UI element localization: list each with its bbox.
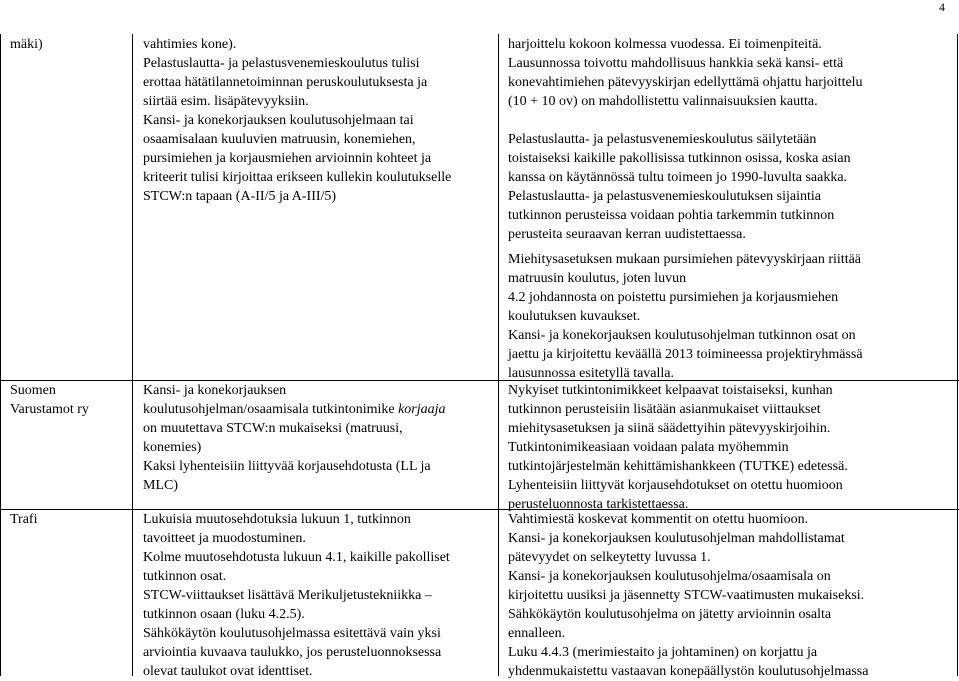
row-3-organization: Trafi [10,512,38,527]
row-3-comments: Lukuisia muutosehdotuksia lukuun 1, tutkinnon tavoitteet ja muodostuminen. Kolme muutosehdotusta lukuun 4.1, kaikille pakolliset tutkinnon osat. STCW-viittaukset lisättävä Merikuljetustekniikka – tutkinnon osaan (luku 4.2.5). Sähkökäytön koulutusohjelmassa esitettävä vain yksi arviointia kuvaava taulukko, jos perusteluonnoksessa olevat taulukot ovat identtiset. [143,512,450,679]
row-1-response-continued: Miehitysasetuksen mukaan pursimiehen pätevyyskirjaan riittää matruusin koulutus, joten luvun 4.2 johdannosta on poistettu pursimiehen ja korjausmiehen koulutuksen kuvaukset. Kansi- ja konekorjauksen koulutusohjelman tutkinnon osat on jaettu ja kirjoitettu keväällä 2013 toimineessa projektiryhmässä lausunnossa esitetyllä tavalla. [508,252,863,381]
row-1-organization: mäki) [10,37,43,52]
row-2-response: Nykyiset tutkintonimikkeet kelpaavat toistaiseksi, kunhan tutkinnon perusteisiin lisätään asianmukaiset viittaukset miehitysasetuksen ja siinä säädettyihin pätevyyskirjoihin. Tutkintonimikeasiaan voidaan palata myöhemmin tutkintojärjestelmän kehittämishankkeen (TUTKE) edetessä. Lyhenteisiin liittyvät korjausehdotukset on otettu huomioon perusteluonnosta tarkistettaessa. [508,383,848,512]
row-1-response: harjoittelu kokoon kolmessa vuodessa. Ei toimenpiteitä. Lausunnossa toivottu mahdollisuus hankkia sekä kansi- että konevahtimiehen pätevyyskirjan edellyttämä ohjattu harjoittelu (10 + 10 ov) on mahdollistettu valinnaisuuksien kautta. Pelastuslautta- ja pelastusvenemieskoulutus säilytetään toistaiseksi kaikille pakollisissa tutkinnon osissa, koska asian kanssa on käytännössä tultu toimeen jo 1990-luvulta saakka. Pelastuslautta- ja pelastusvenemieskoulutuksen sijaintia tutkinnon perusteissa voidaan pohtia tarkemmin tutkinnon perusteita seuraavan kerran uudistettaessa. [508,37,863,242]
page-number: 4 [939,0,945,14]
comments-table [0,34,959,679]
column-divider-1 [132,34,133,676]
row-2-comments: Kansi- ja konekorjauksen koulutusohjelman/osaamisala tutkintonimike korjaaja on muutettava STCW:n mukaiseksi (matruusi, konemies) Kaksi lyhenteisiin liittyvää korjausehdotusta (LL ja MLC) [143,383,446,493]
row-1-comments: vahtimies kone). Pelastuslautta- ja pelastusvenemieskoulutus tulisi erottaa hätätilannetoiminnan peruskoulutuksesta ja siirtää esim. lisäpätevyyksiin. Kansi- ja konekorjauksen koulutusohjelmaan tai osaamisalaan kuuluvien matruusin, konemiehen, pursimiehen ja korjausmiehen arvioinnin kohteet ja kriteerit tulisi kirjoittaa erikseen kullekin koulutukselle STCW:n tapaan (A-II/5 ja A-III/5) [143,37,452,204]
row-2-organization: Suomen Varustamot ry [10,383,89,417]
column-divider-2 [498,34,499,676]
table-border-left [0,34,1,676]
row-3-response: Vahtimiestä koskevat kommentit on otettu huomioon. Kansi- ja konekorjauksen koulutusohjelman mahdollistamat pätevyydet on selkeytetty luvussa 1. Kansi- ja konekorjauksen koulutusohjelma/osaamisala on kirjoitettu uusiksi ja jäsennetty STCW-vaatimusten mukaiseksi. Sähkökäytön koulutusohjelma on jätetty arvioinnin osalta ennalleen. Luku 4.4.3 (merimiestaito ja johtaminen) on korjattu ja yhdenmukaistettu vastaavan konepäällystön koulutusohjelmassa [508,512,869,679]
table-border-right [957,34,958,676]
